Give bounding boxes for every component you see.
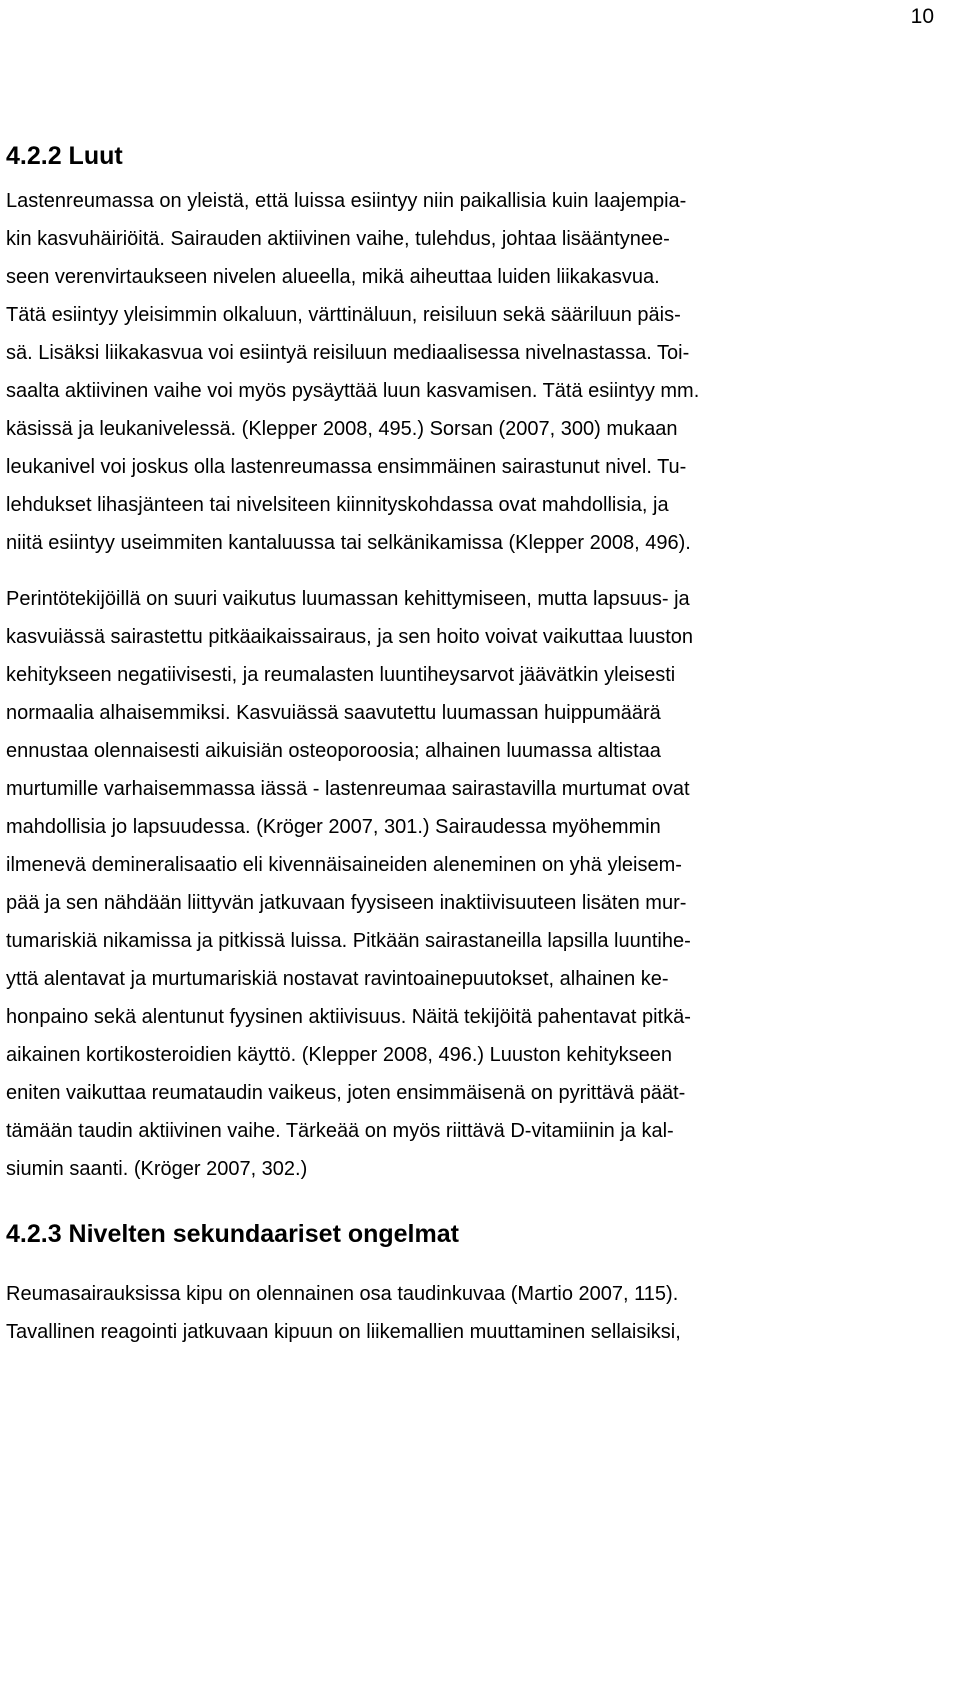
text-line: normaalia alhaisemmiksi. Kasvuiässä saavutettu luumassan huippumäärä bbox=[6, 702, 661, 724]
text-line: kasvuiässä sairastettu pitkäaikaissairaus, ja sen hoito voivat vaikuttaa luuston bbox=[6, 626, 694, 648]
text-line: aikainen kortikosteroidien käyttö. (Klepper 2008, 496.) Luuston kehitykseen bbox=[6, 1044, 672, 1066]
text-line: tumariskiä nikamissa ja pitkissä luissa. Pitkään sairastaneilla lapsilla luuntihe- bbox=[6, 930, 691, 952]
text-line: Reumasairauksissa kipu on olennainen osa taudinkuvaa (Martio 2007, 115). bbox=[6, 1283, 679, 1305]
text-line: tämään taudin aktiivinen vaihe. Tärkeää on myös riittävä D-vitamiinin ja kal- bbox=[6, 1120, 674, 1142]
text-line: sä. Lisäksi liikakasvua voi esiintyä reisiluun mediaalisessa nivelnastassa. Toi- bbox=[6, 342, 690, 364]
text-line: honpaino sekä alentunut fyysinen aktiivisuus. Näitä tekijöitä pahentavat pitkä- bbox=[6, 1006, 691, 1028]
text-line: lehdukset lihasjänteen tai nivelsiteen kiinnityskohdassa ovat mahdollisia, ja bbox=[6, 494, 669, 516]
text-line: siumin saanti. (Kröger 2007, 302.) bbox=[6, 1158, 308, 1180]
text-line: kehitykseen negatiivisesti, ja reumalasten luuntiheysarvot jäävätkin yleisesti bbox=[6, 664, 676, 686]
text-line: Tavallinen reagointi jatkuvaan kipuun on liikemallien muuttaminen sellaisiksi, bbox=[6, 1321, 681, 1343]
section-heading-nivelten-sekundaariset-ongelmat: 4.2.3 Nivelten sekundaariset ongelmat bbox=[6, 1220, 459, 1248]
text-line: seen verenvirtaukseen nivelen alueella, mikä aiheuttaa luiden liikakasvua. bbox=[6, 266, 660, 288]
text-line: pää ja sen nähdään liittyvän jatkuvaan fyysiseen inaktiivisuuteen lisäten mur- bbox=[6, 892, 687, 914]
text-line: ilmenevä demineralisaatio eli kivennäisaineiden aleneminen on yhä yleisem- bbox=[6, 854, 682, 876]
section-heading-luut: 4.2.2 Luut bbox=[6, 142, 123, 170]
text-line: yttä alentavat ja murtumariskiä nostavat ravintoainepuutokset, alhainen ke- bbox=[6, 968, 669, 990]
text-line: murtumille varhaisemmassa iässä - lastenreumaa sairastavilla murtumat ovat bbox=[6, 778, 690, 800]
text-line: Tätä esiintyy yleisimmin olkaluun, värttinäluun, reisiluun sekä sääriluun päis- bbox=[6, 304, 681, 326]
text-line: niitä esiintyy useimmiten kantaluussa tai selkänikamissa (Klepper 2008, 496). bbox=[6, 532, 691, 554]
text-line: ennustaa olennaisesti aikuisiän osteoporoosia; alhainen luumassa altistaa bbox=[6, 740, 661, 762]
text-line: leukanivel voi joskus olla lastenreumassa ensimmäinen sairastunut nivel. Tu- bbox=[6, 456, 687, 478]
text-line: Lastenreumassa on yleistä, että luissa esiintyy niin paikallisia kuin laajempia- bbox=[6, 190, 687, 212]
text-line: kin kasvuhäiriöitä. Sairauden aktiivinen vaihe, tulehdus, johtaa lisääntynee- bbox=[6, 228, 670, 250]
text-line: Perintötekijöillä on suuri vaikutus luumassan kehittymiseen, mutta lapsuus- ja bbox=[6, 588, 690, 610]
page-number: 10 bbox=[910, 5, 934, 28]
text-line: eniten vaikuttaa reumataudin vaikeus, joten ensimmäisenä on pyrittävä päät- bbox=[6, 1082, 686, 1104]
text-line: käsissä ja leukanivelessä. (Klepper 2008, 495.) Sorsan (2007, 300) mukaan bbox=[6, 418, 678, 440]
text-line: saalta aktiivinen vaihe voi myös pysäyttää luun kasvamisen. Tätä esiintyy mm. bbox=[6, 380, 700, 402]
text-line: mahdollisia jo lapsuudessa. (Kröger 2007, 301.) Sairaudessa myöhemmin bbox=[6, 816, 661, 838]
